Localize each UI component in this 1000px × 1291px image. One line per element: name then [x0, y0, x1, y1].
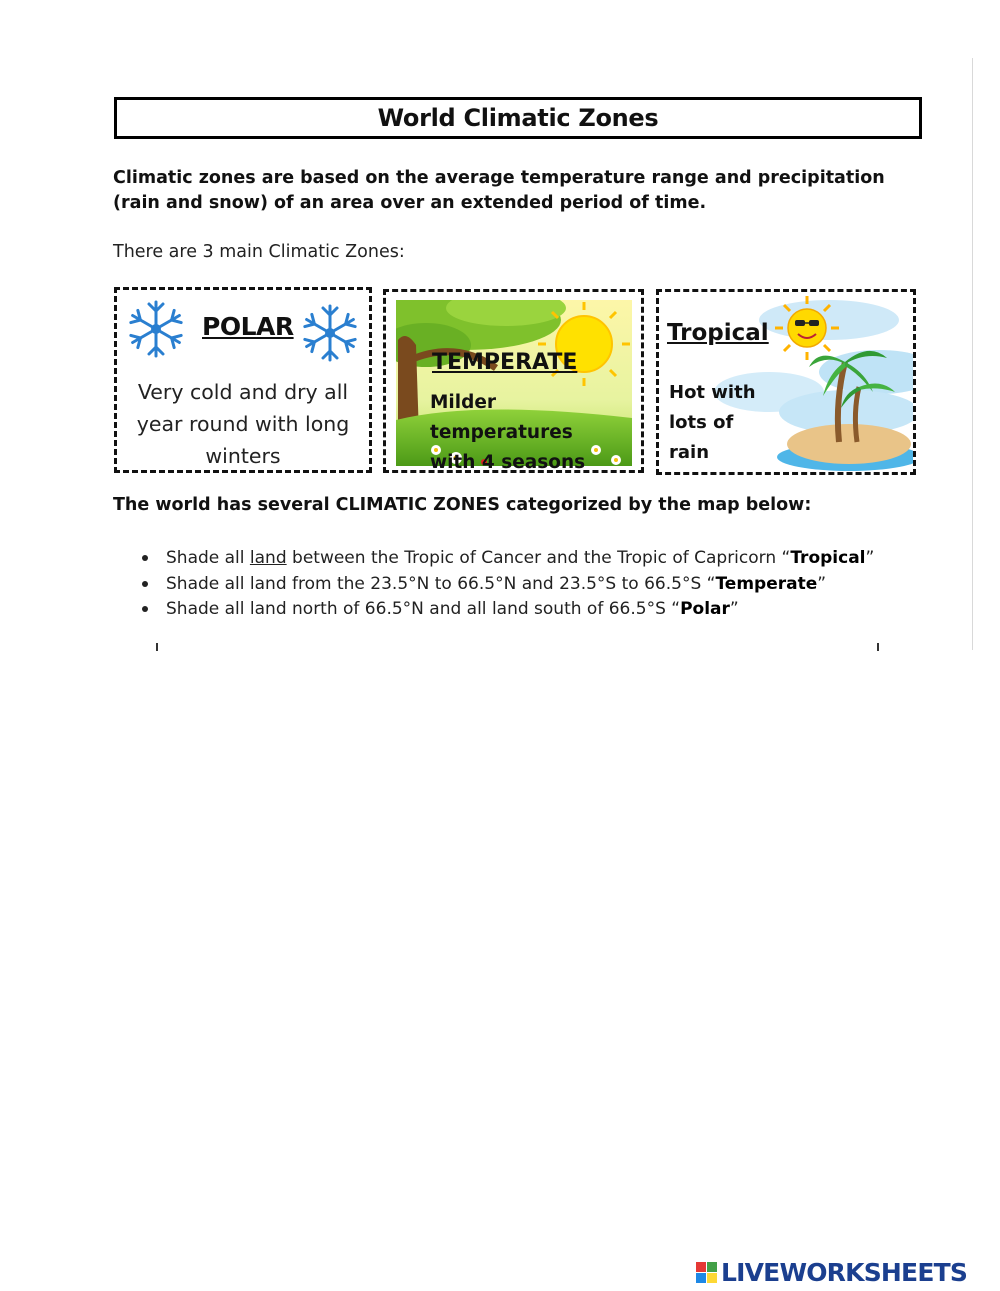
bullet-text: ”	[817, 573, 827, 594]
list-item	[140, 572, 874, 598]
bullet-bold-text: Temperate	[715, 573, 818, 594]
temperate-card	[383, 289, 644, 473]
liveworksheets-logo-text: LIVEWORKSHEETS	[721, 1257, 968, 1287]
intro-paragraph: Climatic zones are based on the average temperature range and precipitation (rain and snow) of an area over an extended period of time.	[113, 168, 885, 213]
list-item	[140, 546, 874, 572]
bullet-text: Shade all land north of 66.5°N and all land south of 66.5°S “	[166, 599, 681, 619]
liveworksheets-logo-icon	[696, 1262, 717, 1283]
instructions-list	[140, 546, 874, 623]
tropical-desc-line: lots of rain	[669, 412, 734, 463]
temperate-desc-line: with 4 seasons	[430, 452, 586, 473]
bullet-text: between the Tropic of Cancer and the Tropic of Capricorn “	[286, 548, 791, 568]
polar-desc-line: winters	[205, 444, 281, 468]
bullet-text: Shade all	[166, 548, 250, 568]
bullet-text: ”	[729, 599, 739, 619]
snowflake-icon	[303, 302, 357, 364]
polar-card	[114, 287, 372, 473]
polar-desc-line: Very cold and dry all	[137, 380, 349, 404]
page-edge-line	[972, 58, 973, 650]
polar-description	[117, 376, 369, 472]
liveworksheets-logo[interactable]	[696, 1257, 967, 1287]
temperate-desc-line: Milder temperatures	[430, 392, 573, 443]
polar-title: POLAR	[202, 312, 294, 341]
bullet-text: Shade all land from the 23.5°N to 66.5°N and 23.5°S to 66.5°S “	[166, 573, 716, 594]
tropical-card	[656, 289, 916, 475]
bullet-bold-text: Tropical	[790, 548, 866, 568]
subheading: There are 3 main Climatic Zones:	[113, 242, 405, 262]
snowflake-icon	[129, 298, 183, 360]
map-heading: The world has several CLIMATIC ZONES categorized by the map below:	[113, 495, 812, 515]
page-title-text: World Climatic Zones	[377, 104, 659, 132]
temperate-description	[430, 388, 630, 473]
map-corner-mark	[877, 643, 879, 651]
bullet-text: ”	[865, 548, 875, 568]
tropical-desc-line: Hot with	[669, 382, 756, 403]
polar-desc-line: year round with long	[136, 412, 350, 436]
page-title	[114, 97, 922, 139]
bullet-underlined-text: land	[249, 548, 287, 568]
temperate-title: TEMPERATE	[432, 350, 578, 375]
bullet-bold-text: Polar	[680, 599, 730, 619]
list-item	[140, 597, 874, 623]
tropical-title: Tropical	[667, 320, 769, 346]
map-corner-mark	[156, 643, 158, 651]
tropical-description	[669, 378, 779, 475]
tropical-desc-line	[669, 468, 779, 475]
